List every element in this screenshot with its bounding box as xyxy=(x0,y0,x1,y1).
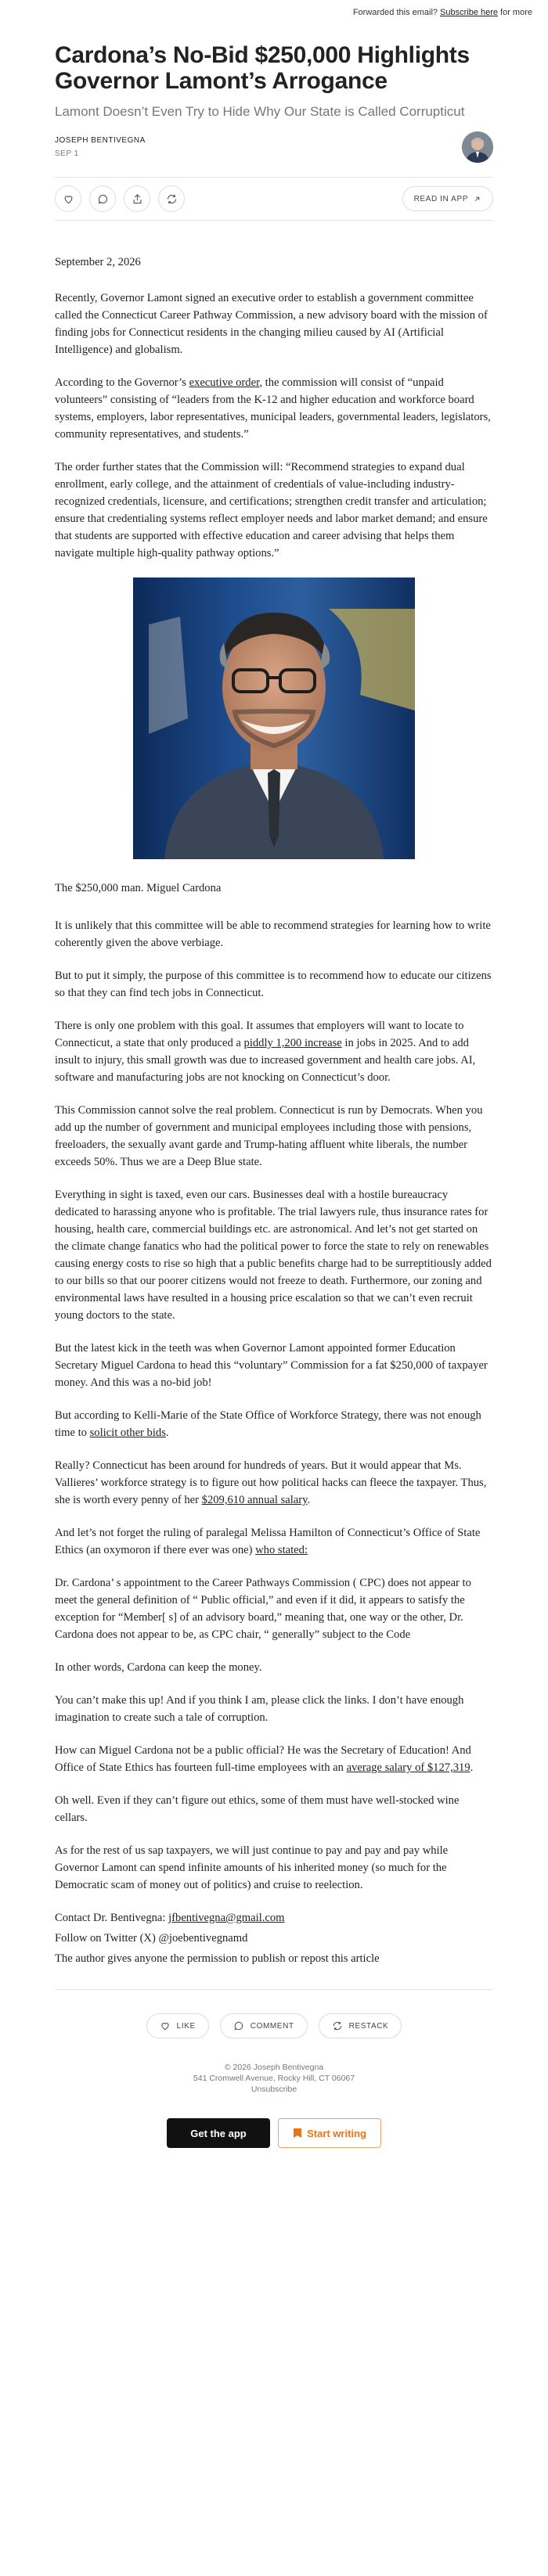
permission-line: The author gives anyone the permission to publish or repost this article xyxy=(55,1952,380,1965)
photo-caption: The $250,000 man. Miguel Cardona xyxy=(55,882,222,894)
paragraph-6: There is only one problem with this goal. It assumes that employers will want to locate to Connecticut, a state that only produced a piddly 1,200 increase in jobs in 2025. And to add insult to injury, this small growth was due to increased government and health care jobs. AI, software and manufacturing jobs are not knocking on Connecticut’s door. xyxy=(55,1020,476,1084)
paragraph-1: Recently, Governor Lamont signed an executive order to establish a government committee called the Connecticut Career Pathway Commission, a new advisory board with the mission of finding jobs for Connecticut residents in the changing milieu caused by AI (Artificial Intelligence) and globalism. xyxy=(55,292,488,356)
comment-icon xyxy=(97,193,109,205)
like-label: LIKE xyxy=(176,2021,196,2031)
unsubscribe-link[interactable]: Unsubscribe xyxy=(251,2085,297,2094)
post-container xyxy=(55,42,493,2148)
read-in-app-button[interactable] xyxy=(402,186,493,211)
restack-label: RESTACK xyxy=(348,2021,389,2031)
paragraph-11: Really? Connecticut has been around for hundreds of years. But it would appear that Ms. Vallieres’ workforce strategy is to figure out how political hacks can fleece the taxpayer. Thus, she is worth every penny of her $209,610 annual salary. xyxy=(55,1459,487,1506)
ethics-ruling-link[interactable]: who stated: xyxy=(255,1544,308,1556)
heart-icon xyxy=(160,2020,171,2031)
jobs-increase-link[interactable]: piddly 1,200 increase xyxy=(243,1037,342,1049)
footer-comment-button[interactable] xyxy=(220,2013,308,2038)
bookmark-icon xyxy=(293,2128,302,2139)
heart-icon xyxy=(63,193,74,205)
average-salary-link[interactable]: average salary of $127,319 xyxy=(346,1761,470,1774)
author-name[interactable]: JOSEPH BENTIVEGNA xyxy=(55,136,146,145)
forward-prefix: Forwarded this email? xyxy=(352,8,438,17)
footer-like-button[interactable] xyxy=(146,2013,209,2038)
post-title[interactable]: Cardona’s No-Bid $250,000 Highlights Governor Lamont’s Arrogance xyxy=(55,42,470,94)
comment-icon xyxy=(233,2020,244,2031)
get-app-button[interactable]: Get the app xyxy=(167,2118,270,2148)
article-date: September 2, 2026 xyxy=(55,256,141,268)
paragraph-8: Everything in sight is taxed, even our cars. Businesses deal with a hostile bureaucracy dedicated to harassing anyone who is profitable. The trial lawyers rule, thus insurance rates for housing, health care, commercial buildings etc. are astronomical. And let’s not get started on the climate change fanatics who had the political power to force the state to rely on renewables causing energy costs to rise so high that a public benefits charge had to be surreptitiously added to our bills so that our poorer citizens would not freeze to death. Furthermore, our zoning and environmental laws have resulted in a housing price escalation so that we can’t even recruit young doctors to the state. xyxy=(55,1189,492,1322)
cardona-photo[interactable] xyxy=(133,577,415,859)
forward-banner xyxy=(0,0,548,25)
comment-label: COMMENT xyxy=(250,2021,294,2031)
paragraph-3: The order further states that the Commission will: “Recommend strategies to expand dual enrollment, early college, and the attainment of credentials of value-including industry-recognized credentials, licensure, and certifications; strengthen credit transfer and articulation; ensure that credentialing systems reflect employer needs and labor market demand; and ensure that students are supported with effective education and career advising that helps them navigate multiple high-quality pathway options.” xyxy=(55,461,488,559)
read-in-app-label: READ IN APP xyxy=(413,194,468,203)
post-date: SEP 1 xyxy=(55,149,79,158)
forward-suffix: for more xyxy=(500,8,532,17)
comment-button[interactable] xyxy=(89,185,116,212)
address-text: 541 Cromwell Avenue, Rocky Hill, CT 06067 xyxy=(193,2074,355,2083)
paragraph-9: But the latest kick in the teeth was when Governor Lamont appointed former Education Secretary Miguel Cardona to head this “voluntary” Commission for a fat $250,000 of taxpayer money. And this was a no-bid job! xyxy=(55,1342,488,1389)
contact-line: Contact Dr. Bentivegna: jfbentivegna@gmail.com xyxy=(55,1912,285,1924)
paragraph-4: It is unlikely that this committee will be able to recommend strategies for learning how to write coherently given the above verbiage. xyxy=(55,919,491,949)
paragraph-13: Dr. Cardona’ s appointment to the Career Pathways Commission ( CPC) does not appear to meet the general definition of “ Public official,” and even if it did, it appears to satisfy the exception for “Member[ s] of an advisory board,” meaning that, one way or the other, Dr. Cardona does not appear to be, as CPC chair, “ generally” subject to the Code xyxy=(55,1577,471,1641)
post-meta xyxy=(55,131,493,163)
author-avatar[interactable] xyxy=(462,131,493,163)
copyright-text: © 2026 Joseph Bentivegna xyxy=(224,2063,324,2072)
arrow-up-right-icon xyxy=(473,195,481,203)
paragraph-18: As for the rest of us sap taxpayers, we will just continue to pay and pay and pay while Governor Lamont can spend infinite amounts of his inherited money (so much for the Democratic scam of money out of politics) and cruise to reelection. xyxy=(55,1844,449,1891)
email-link[interactable]: jfbentivegna@gmail.com xyxy=(168,1912,285,1924)
start-writing-label: Start writing xyxy=(307,2127,366,2139)
paragraph-7: This Commission cannot solve the real problem. Connecticut is run by Democrats. When you add up the number of government and municipal employees including those with pensions, freeloaders, the sexually avant garde and Trump-hating affluent white liberals, the number exceeds 50%. Thus we are a Deep Blue state. xyxy=(55,1104,483,1168)
start-writing-button[interactable] xyxy=(278,2118,381,2148)
footer-action-bar xyxy=(55,1989,493,2038)
author-contact xyxy=(55,1909,493,1967)
like-button[interactable] xyxy=(55,185,81,212)
footer-restack-button[interactable] xyxy=(319,2013,402,2038)
article-body xyxy=(55,254,493,1967)
post-action-bar xyxy=(55,177,493,221)
executive-order-link[interactable]: executive order xyxy=(189,376,260,389)
paragraph-17: Oh well. Even if they can’t figure out ethics, some of them must have well-stocked wine cellars. xyxy=(55,1794,460,1824)
avatar-portrait-icon xyxy=(462,131,493,163)
share-icon xyxy=(132,193,143,205)
paragraph-2: According to the Governor’s executive order, the commission will consist of “unpaid volunteers” consisting of “leaders from the K-12 and higher education and workforce board systems, employers, labor representatives, municipal leaders, governmental leaders, legislators, community representatives, and students.” xyxy=(55,376,491,441)
restack-button[interactable] xyxy=(158,185,185,212)
paragraph-14: In other words, Cardona can keep the money. xyxy=(55,1661,262,1674)
paragraph-10: But according to Kelli-Marie of the State Office of Workforce Strategy, there was not enough time to solicit other bids. xyxy=(55,1409,481,1439)
share-button[interactable] xyxy=(124,185,150,212)
subscribe-link[interactable]: Subscribe here xyxy=(440,8,499,17)
twitter-line: Follow on Twitter (X) @joebentivegnamd xyxy=(55,1932,248,1945)
footer-copyright xyxy=(55,2062,493,2095)
paragraph-15: You can’t make this up! And if you think I am, please click the links. I don’t have enough imagination to create such a tale of corruption. xyxy=(55,1694,464,1724)
restack-icon xyxy=(166,193,178,205)
footer-cta xyxy=(55,2118,493,2148)
restack-icon xyxy=(332,2020,343,2031)
post-subtitle: Lamont Doesn’t Even Try to Hide Why Our State is Called Corrupticut xyxy=(55,104,465,119)
salary-link[interactable]: $209,610 annual salary xyxy=(201,1494,308,1506)
solicit-bids-link[interactable]: solicit other bids xyxy=(89,1427,166,1439)
paragraph-5: But to put it simply, the purpose of this committee is to recommend how to educate our citizens so that they can find tech jobs in Connecticut. xyxy=(55,970,492,999)
portrait-image xyxy=(133,577,415,859)
paragraph-12: And let’s not forget the ruling of paralegal Melissa Hamilton of Connecticut’s Office of State Ethics (an oxymoron if there ever was one) who stated: xyxy=(55,1527,481,1556)
paragraph-16: How can Miguel Cardona not be a public official? He was the Secretary of Education! And Office of State Ethics has fourteen full-time employees with an average salary of $127,319. xyxy=(55,1744,474,1774)
